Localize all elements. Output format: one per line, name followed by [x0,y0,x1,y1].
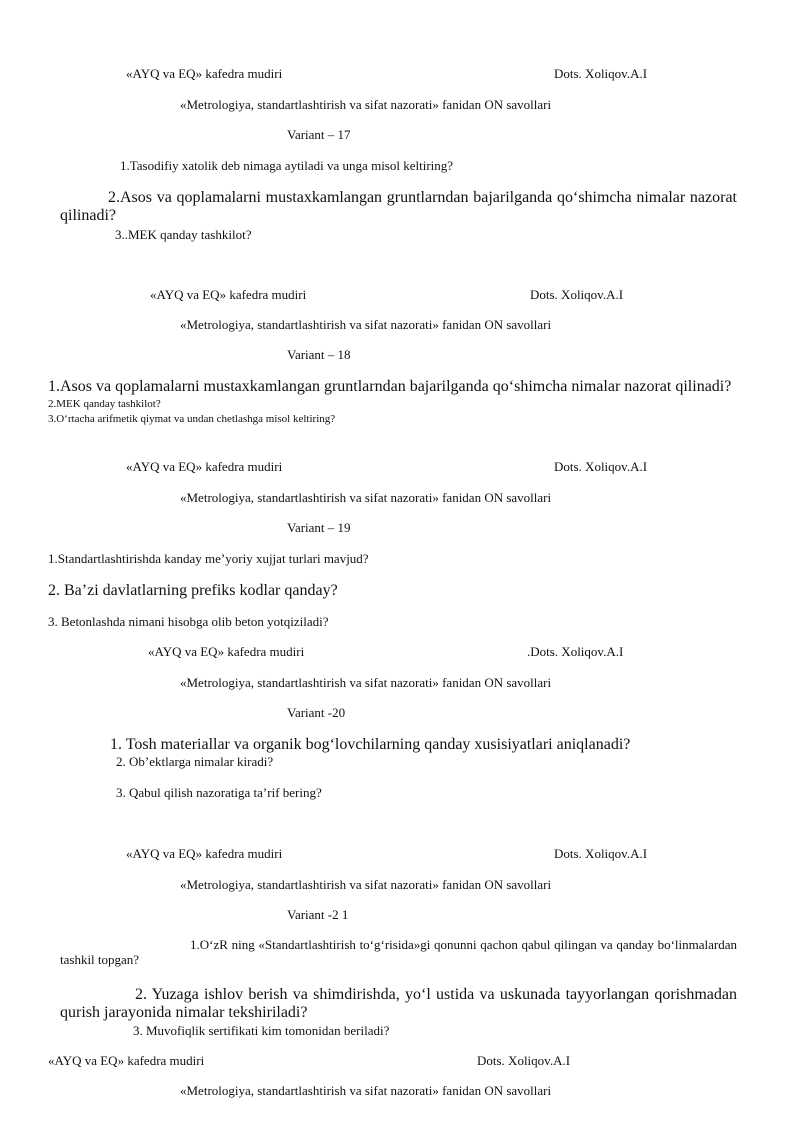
variant-label: Variant – 18 [287,347,351,362]
question-1: 1. Tosh materiallar va organik bog‘lovchilarning qanday xusisiyatlari aniqlanadi? [110,736,631,753]
variant-label: Variant -20 [287,705,346,720]
head-name: Dots. Xoliqov.A.I [554,459,648,474]
question-3: 3.O‘rtacha arifmetik qiymat va undan chetlashga misol keltiring? [48,413,336,425]
variant-label: Variant – 19 [287,520,351,535]
question-1: 1.Tasodifiy xatolik deb nimaga aytiladi va unga misol keltiring? [120,158,454,173]
subject-line: «Metrologiya, standartlashtirish va sifat nazorati» fanidan ON savollari [180,675,552,690]
department-head-label: «AYQ va EQ» kafedra mudiri [150,287,307,302]
question-2: 2. Ba’zi davlatlarning prefiks kodlar qanday? [48,582,338,599]
question-3: 3..MEK qanday tashkilot? [115,227,252,242]
head-name: Dots. Xoliqov.A.I [477,1053,571,1068]
subject-line: «Metrologiya, standartlashtirish va sifat nazorati» fanidan ON savollari [180,490,552,505]
question-3: 3. Qabul qilish nazoratiga ta’rif bering? [116,785,322,800]
department-head-label: «AYQ va EQ» kafedra mudiri [126,846,283,861]
subject-line: «Metrologiya, standartlashtirish va sifat nazorati» fanidan ON savollari [180,317,552,332]
variant-label: Variant – 17 [287,127,351,142]
head-name: Dots. Xoliqov.A.I [554,846,648,861]
subject-line: «Metrologiya, standartlashtirish va sifat nazorati» fanidan ON savollari [180,97,552,112]
question-1: 1.Standartlashtirishda kanday me’yoriy xujjat turlari mavjud? [48,551,369,566]
question-2: 2.Asos va qoplamalarni mustaxkamlangan gruntlarndan bajarilganda qo‘shimcha nimalar nazorat qilinadi? [60,189,737,225]
department-head-label: «AYQ va EQ» kafedra mudiri [48,1053,205,1068]
question-2: 2. Yuzaga ishlov berish va shimdirishda, yo‘l ustida va uskunada tayyorlangan qorishmadan qurish jarayonida nimalar tekshiriladi? [60,986,737,1022]
head-name: .Dots. Xoliqov.A.I [527,644,624,659]
department-head-label: «AYQ va EQ» kafedra mudiri [126,459,283,474]
question-2: 2.MEK qanday tashkilot? [48,398,161,410]
subject-line: «Metrologiya, standartlashtirish va sifat nazorati» fanidan ON savollari [180,877,552,892]
question-3: 3. Muvofiqlik sertifikati kim tomonidan beriladi? [133,1023,390,1038]
question-2: 2. Ob’ektlarga nimalar kiradi? [116,754,274,769]
variant-label: Variant -2 1 [287,907,349,922]
department-head-label: «AYQ va EQ» kafedra mudiri [126,66,283,81]
head-name: Dots. Xoliqov.A.I [530,287,624,302]
question-3: 3. Betonlashda nimani hisobga olib beton yotqiziladi? [48,614,329,629]
head-name: Dots. Xoliqov.A.I [554,66,648,81]
question-1: 1.O‘zR ning «Standartlashtirish to‘g‘risida»gi qonunni qachon qabul qilingan va qanday bo‘linmalardan tashkil topgan? [60,937,737,967]
department-head-label: «AYQ va EQ» kafedra mudiri [148,644,305,659]
subject-line: «Metrologiya, standartlashtirish va sifat nazorati» fanidan ON savollari [180,1083,552,1098]
question-1: 1.Asos va qoplamalarni mustaxkamlangan gruntlarndan bajarilganda qo‘shimcha nimalar nazorat qilinadi? [48,378,732,395]
